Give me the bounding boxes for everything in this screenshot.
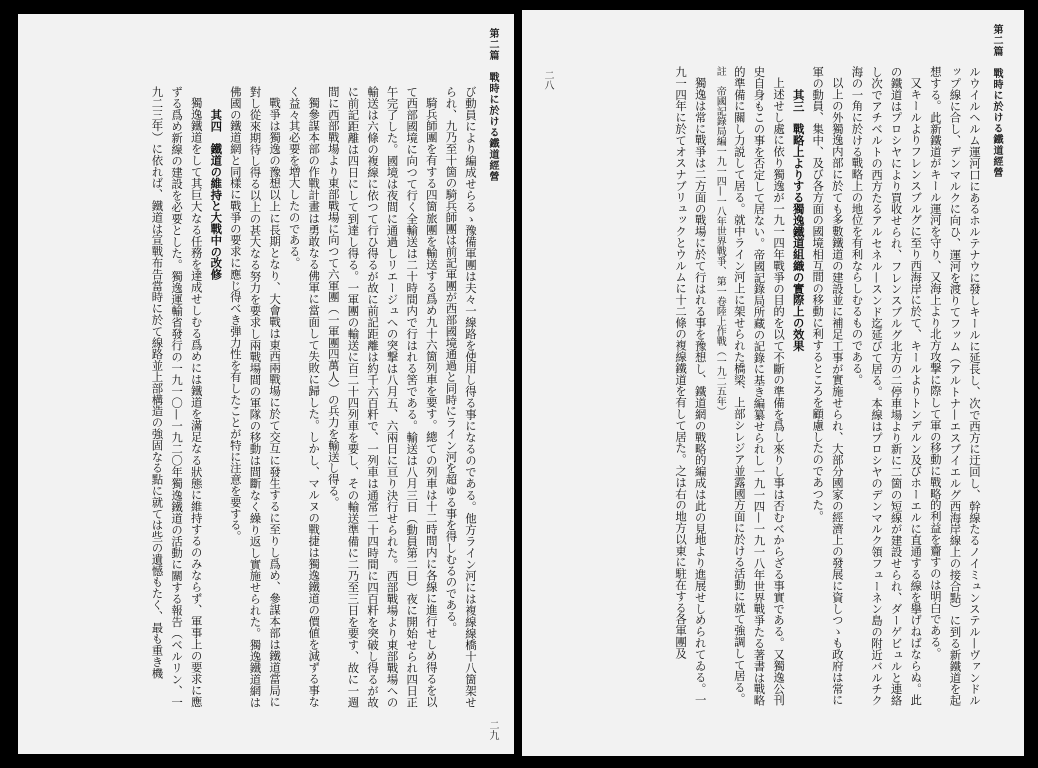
- footnote: 註 帝國記錄局編一九一四—一八年世界戰爭、第一卷陸上作戰（一九二五年）: [714, 66, 726, 416]
- paragraph: 以上の外獨逸内部に於ても多數鐵道の建設並に補足工事が實施せられ、大部分國家の經濟上の發展に資しつゝも政府は常に軍の動員、集中、及び各方面の國境相互間の移動に利するところを顧慮したのであつた。: [811, 66, 845, 706]
- page-number: 二八: [542, 70, 553, 90]
- running-header: 第二篇 戰時に於ける鐵道經營: [991, 24, 1002, 178]
- paragraph: び動員により編成せらるゝ豫備軍團は夫々一線路を使用し得る事になるのである。他方ライン河には複線線橋十八箇架せられ、九乃至十箇の騎兵師團は前記軍團が西部國境通過と同時にライン河を超ゆる事を得しむるのである。: [444, 86, 478, 708]
- paragraph: 騎兵師團を有する四箇旅團を輸送する爲め九十六箇列車を要す。總ての列車は十二時間内に各線に進行せしめ得るを以て西部國境に向つて行く全輸送は二十時間内で行はれる筈である。輸送は八月三日（動員第二日）夜に開始せられ四日正午完了した。國境は夜間に通過しリエージュへの突撃は八月五、六兩日に亘り決行せられた。西部戰場より東部戰場への輸送は六條の複線に依つて行ひ得るが故に前記距離は約千六百粁で、一列車は通常二十四時間に四百粁を突破し得るが故に前記距離は四日にして到達し得る。一軍團の輸送に百二十四列車を要し、その輸送準備に二乃至三日を要す、故に一週間に西部戰場より東部戰場に向つて六軍團（一軍團四萬人）の兵力を輸送し得る。: [326, 86, 439, 708]
- running-header: 第二篇 戰時に於ける鐵道經營: [487, 28, 498, 182]
- left-body-text: [60, 86, 480, 708]
- right-body-text: [564, 66, 984, 706]
- paragraph: 獨逸は常に戰爭は二方面の戰場に於て行はれる事を豫想し、鐵道網の戰略的編成は此の見地より進展せしめられてゐる。一九一四年に於てオスナブリュックとウルムに十二條の複線鐵道を有して居た。之は右の地方以東に駐在する各軍團及: [674, 66, 708, 706]
- paragraph: 獨逸鐵道をして其巨大なる任務を達成せしむる爲めには鐵道を滿足なる狀態に維持するのみならず、軍事上の要求に應ずる爲め新線の建設を必要とした。獨逸運輸省發行の一九一〇—一九二〇年獨逸鐵道の活動に關する報告（ベルリン、一九二三年）に依れば、鐵道は宣戰布告當時に於て線路並上部構造の強固なる點に就ては些の遺憾もたく、最も重き機: [150, 86, 204, 708]
- paragraph: 又キールよりフレンスブルグに至り西海岸に於て、キールよりトンデルン及びホーエルに直通する線を擧げねばならぬ。此の鐵道はプロシヤにより買收せられ、フレンスブルグ北方の二停車場より新に二箇の短線が建設せられ、ダーゲビュルと連絡し次でアチベルトの西方たるアルセネル—スンド迄延びて居る。本線はプロシヤのデンマルク領フューネン島の附近バルチク海の一角に於ける戰略上の地位を有利ならしむるものである。: [850, 66, 924, 706]
- page-number: 二九: [487, 720, 498, 740]
- paragraph: 上述せし處に依り獨逸が一九一四年戰爭の目的を以て不斷の準備を爲し來りし事は否むべからざる事實である。又獨逸公刊史自身もこの事を否定して居ない。帝國記錄局所藏の記錄に基き編纂せられし一九一四—一九一八年世界戰爭たる著書は戰略的準備に關し力説して居る。就中ライン河上に架せられた橋梁、上部シレジア並露國方面に於ける活動に就て強調して居る。: [732, 66, 787, 706]
- left-page: [18, 14, 514, 754]
- paragraph: 獨參謀本部の作戰計畫は勇敢なる佛軍に當面して失敗に歸した。しかし、マルヌの戰捷は獨逸鐵道の價値を減ずる事なく益々其必要を増大したのである。: [287, 86, 322, 708]
- paragraph: 戰爭は獨逸の豫想以上に長期となり、大會戰は東西兩戰場に於て交互に發生するに至りし爲め、參謀本部は鐵道當局に對し從來期待し得る以上の甚大なる努力を要求し兩戰場間の軍隊の移動は間斷なく繰り返し實施せられた。獨逸鐵道網は佛國の鐵道網と同樣に戰爭の要求に應じ得べき弾力性を有したことが特に注意を要する。: [228, 86, 283, 708]
- section-heading: 其三 戰略上よりする獨逸鐵道組織の實際上の效果: [791, 88, 806, 351]
- section-heading: 其四 鐵道の維持と大戰中の改修: [209, 108, 224, 280]
- paragraph: ルウイルヘルム運河口にあるホルテナウに發しキールに延長し、次で西方に迂回し、幹線たるノイミュンステル—ヴァンドルップ線に合し、デンマルクに向ひ、運河を渡りてフッム（アルトナ—エスブイエルグ西海岸線上の接合點）に到る新鐵道を起想する。此新鐵道がキール運河を守り、又海上より北方攻撃に際して軍の移動に戰略的利益を齎すのは明白である。: [928, 66, 982, 706]
- right-page: [522, 10, 1024, 756]
